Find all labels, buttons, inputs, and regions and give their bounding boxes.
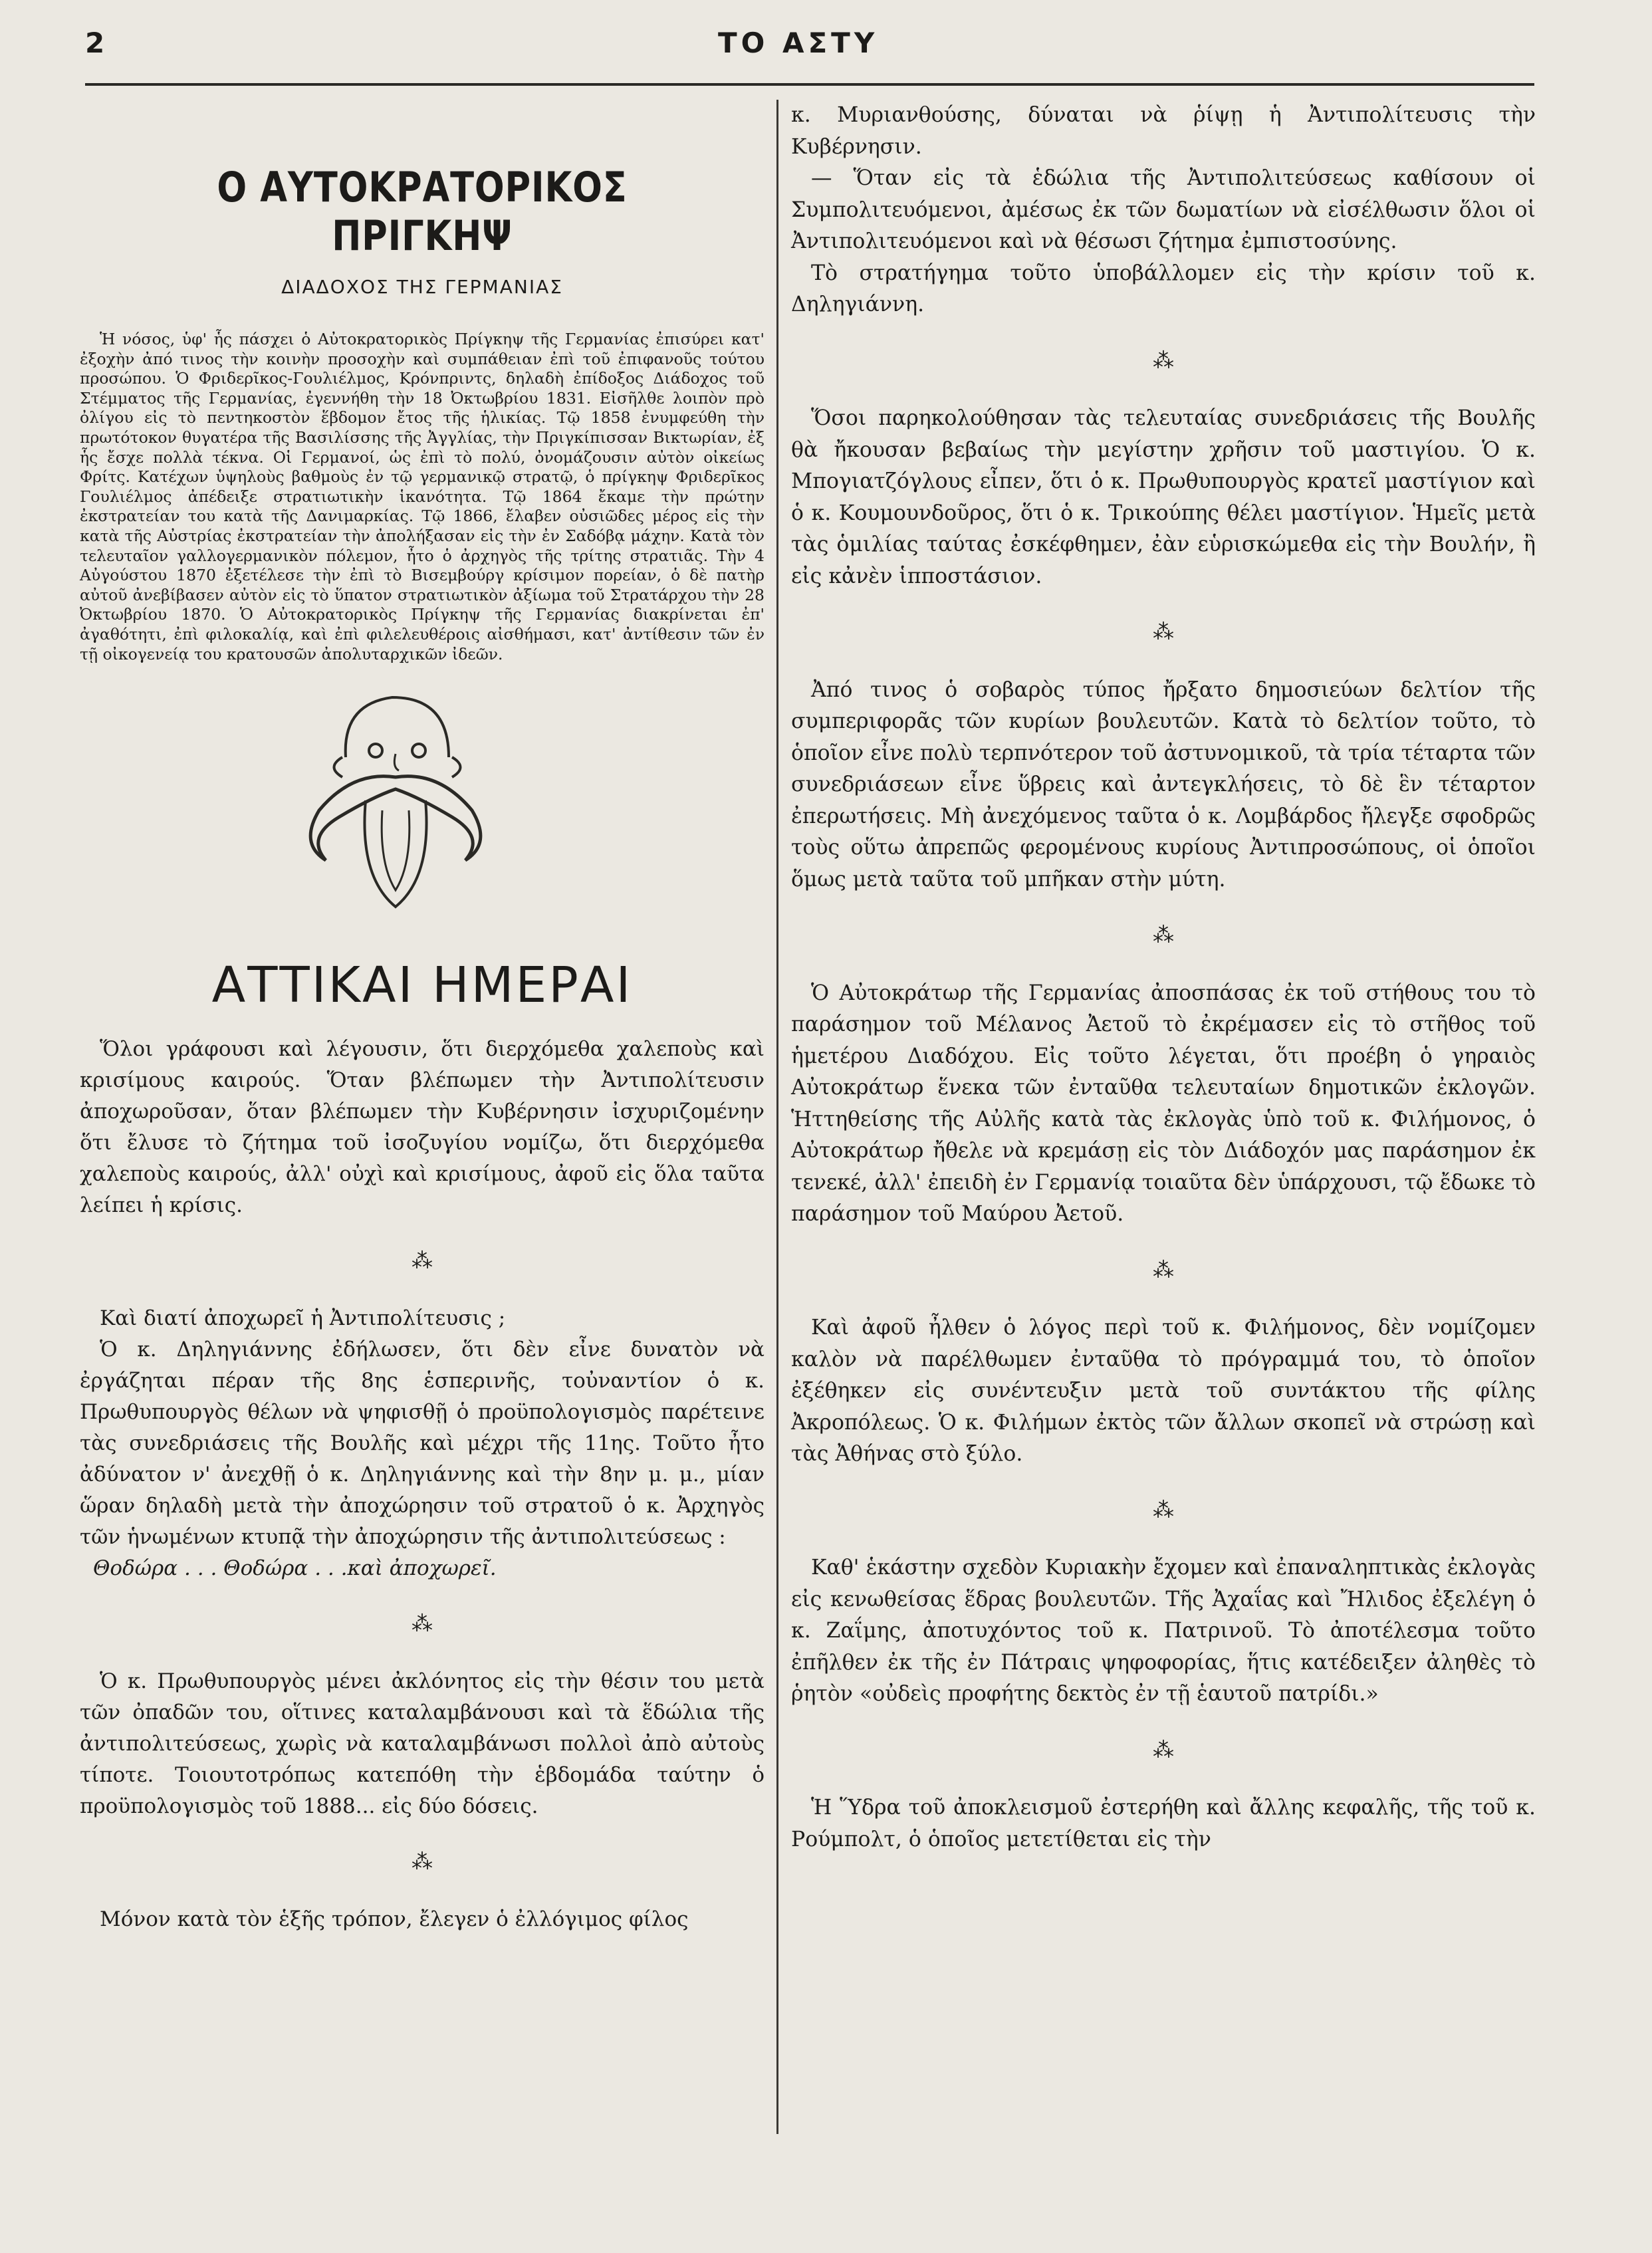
- article-text: Ἡ νόσος, ὑφ' ἧς πάσχει ὁ Αὐτοκρατορικὸς Πρίγκηψ τῆς Γερμανίας ἐπισύρει κατ' ἐξοχὴν ἀπό τινος τὴν κοινὴν προσοχὴν καὶ συμπάθειαν ἐπὶ τοῦ ἐπιφανοῦς τούτου προσώπου. Ὁ Φριδερῖκος-Γουλιέλμος, Κρόνπριντς, δηλαδὴ ἐπίδοξος Διάδοχος τοῦ Στέμματος τῆς Γερμανίας, ἐγεννήθη τὴν 18 Ὀκτωβρίου 1831. Εἰσῆλθε λοιπὸν πρὸ ὀλίγου εἰς τὸ πεντηκοστὸν ἕβδομον ἔτος τῆς ἡλικίας. Τῷ 1858 ἐνυμφεύθη τὴν πρωτότοκον θυγατέρα τῆς Βασιλίσσης τῆς Ἀγγλίας, τὴν Πριγκίπισσαν Βικτωρίαν, ἐξ ἧς ἔσχε πολλὰ τέκνα. Οἱ Γερμανοί, ὡς ἐπὶ τὸ πολύ, ὀνομάζουσιν αὐτὸν οἰκείως Φρίτς. Κατέχων ὑψηλοὺς βαθμοὺς ἐν τῷ γερμανικῷ στρατῷ, ὁ πρίγκηψ Φριδερῖκος Γουλιέλμος ἀπέδειξε στρατιωτικὴν ἱκανότητα. Τῷ 1864 ἔκαμε τὴν πρώτην ἐκστρατείαν του κατὰ τῆς Δανιμαρκίας. Τῷ 1866, ἔλαβεν οὐσιῶδες μέρος εἰς τὴν κατὰ τῆς Αὐστρίας ἐκστρατείαν τὴν ἀπολήξασαν εἰς τὴν ἐν Σαδόβᾳ μάχην. Κατὰ τὸν τελευταῖον γαλλογερμανικὸν πόλεμον, ἦτο ὁ ἀρχηγὸς τῆς τρίτης στρατιᾶς. Τὴν 4 Αὐγούστου 1870 ἐξετέλεσε τὴν ἐπὶ τὸ Βισεμβούργ κρίσιμον πορείαν, ὁ δὲ πατὴρ αὐτοῦ ἀνεβίβασεν αὐτὸν εἰς τὸ ὕπατον στρατιωτικὸν ἀξίωμα τοῦ Στρατάρχου τὴν 28 Ὀκτωβρίου 1870. Ὁ Αὐτοκρατορικὸς Πρίγκηψ τῆς Γερμανίας διακρίνεται ἐπ' ἀγαθότητι, ἐπὶ φιλοκαλίᾳ, καὶ ἐπὶ φιλελευθέροις αἰσθήμασι, κατ' ἀντίθεσιν τῶν ἐν τῇ οἰκογενείᾳ του κρατουσῶν ἀπολυταρχικῶν ἰδεῶν.: [80, 330, 765, 663]
- paragraph: Καθ' ἑκάστην σχεδὸν Κυριακὴν ἔχομεν καὶ ἐπαναληπτικὰς ἐκλογὰς εἰς κενωθείσας ἕδρας βουλευτῶν. Τῆς Ἀχαΐας καὶ Ἤλιδος ἐξελέγη ὁ κ. Ζαΐμης, ἀποτυχόντος τοῦ κ. Πατρινοῦ. Τὸ ἀποτέλεσμα τοῦτο ἐπῆλθεν ἐκ τῆς ἐν Πάτραις ψηφοφορίας, ἥτις κατέδειξεν ἀληθὲς τὸ ῥητὸν «οὐδεὶς προφήτης δεκτὸς ἐν τῇ ἑαυτοῦ πατρίδι.»: [791, 1556, 1536, 1706]
- caricature-face-icon: [259, 677, 538, 923]
- separator-star: ⁂: [412, 1248, 433, 1274]
- portrait-illustration: [80, 677, 765, 930]
- page-number: 2: [85, 27, 105, 59]
- paragraph: Καὶ ἀφοῦ ἦλθεν ὁ λόγος περὶ τοῦ κ. Φιλήμονος, δὲν νομίζομεν καλὸν νὰ παρέλθωμεν ἐνταῦθα τὸ πρόγραμμά του, τὸ ὁποῖον ἐξέθηκεν εἰς συνέντευξιν μετὰ τοῦ συντάκτου τῆς φίλης Ἀκροπόλεως. Ὁ κ. Φιλήμων ἐκτὸς τῶν ἄλλων σκοπεῖ νὰ στρώσῃ καὶ τὰς Ἀθήνας στὸ ξύλο.: [791, 1316, 1536, 1466]
- paragraph: Ὅσοι παρηκολούθησαν τὰς τελευταίας συνεδριάσεις τῆς Βουλῆς θὰ ἤκουσαν βεβαίως τὴν μεγίστην χρῆσιν τοῦ μαστιγίου. Ὁ κ. Μπογιατζόγλους εἶπεν, ὅτι ὁ κ. Πρωθυπουργὸς κρατεῖ μαστίγιον καὶ ὁ κ. Κουμουνδοῦρος, ὅτι ὁ κ. Τρικούπης θέλει μαστίγιον. Ἡμεῖς μετὰ τὰς ὁμιλίας ταύτας ἐσκέφθημεν, ἐὰν εὑρισκώμεθα εἰς τὴν Βουλήν, ἢ εἰς κἀνὲν ἱπποστάσιον.: [791, 406, 1536, 588]
- paragraph: Ὁ κ. Δηληγιάννης ἐδήλωσεν, ὅτι δὲν εἶνε δυνατὸν νὰ ἐργάζηται πέραν τῆς 8ης ἑσπερινῆς, τοὐναντίον ὁ κ. Πρωθυπουργὸς θέλων νὰ ψηφισθῇ ὁ προϋπολογισμὸς παρέτεινε τὰς συνεδριάσεις τῆς Βουλῆς καὶ μέχρι τῆς 11ης. Τοῦτο ἦτο ἀδύνατον ν' ἀνεχθῇ ὁ κ. Δηληγιάννης καὶ τὴν 8ην μ. μ., μίαν ὥραν δηλαδὴ μετὰ τὴν ἀποχώρησιν τοῦ στρατοῦ ὁ κ. Ἀρχηγὸς τῶν ἡνωμένων κτυπᾷ τὴν ἀποχώρησιν τῆς ἀντιπολιτεύσεως :: [80, 1338, 765, 1550]
- separator-star: ⁂: [412, 1611, 433, 1637]
- paragraph: Ὁ κ. Πρωθυπουργὸς μένει ἀκλόνητος εἰς τὴν θέσιν του μετὰ τῶν ὀπαδῶν του, οἵτινες καταλαμβάνουσι καὶ τὰ ἕδώλια τῆς ἀντιπολιτεύσεως, χωρὶς νὰ καταλαμβάνωσι πολλοὶ ἀπὸ αὐτοὺς τίποτε. Τοιουτοτρόπως κατεπόθη τὴν ἑβδομάδα ταύτην ὁ προϋπολογισμὸς τοῦ 1888... εἰς δύο δόσεις.: [80, 1669, 765, 1819]
- article-subtitle: ΔΙΑΔΟΧΟΣ ΤΗΣ ΓΕΡΜΑΝΙΑΣ: [281, 276, 563, 298]
- separator-star: ⁂: [1153, 619, 1174, 644]
- left-column: [80, 100, 765, 1935]
- separator-star: ⁂: [1153, 1256, 1174, 1282]
- header-rule: [85, 83, 1534, 86]
- right-body: [791, 100, 1536, 1855]
- page-header: [0, 0, 1652, 100]
- paragraph: Καὶ διατί ἀποχωρεῖ ἡ Ἀντιπολίτευσις ;: [100, 1306, 506, 1331]
- paragraph: Ἡ Ὕδρα τοῦ ἀποκλεισμοῦ ἐστερήθη καὶ ἄλλης κεφαλῆς, τῆς τοῦ κ. Ρούμπολτ, ὁ ὁποῖος μετετίθεται εἰς τὴν: [791, 1796, 1536, 1851]
- paragraph: — Ὅταν εἰς τὰ ἑδώλια τῆς Ἀντιπολιτεύσεως καθίσουν οἱ Συμπολιτευόμενοι, ἀμέσως ἐκ τῶν δωματίων νὰ εἰσέλθωσιν ὅλοι οἱ Ἀντιπολιτευόμενοι καὶ νὰ θέσωσι ζήτημα ἐμπιστοσύνης.: [791, 166, 1536, 253]
- paragraph: κ. Μυριανθούσης, δύναται νὰ ῥίψῃ ἡ Ἀντιπολίτευσις τὴν Κυβέρνησιν.: [791, 103, 1536, 159]
- separator-star: ⁂: [1153, 347, 1174, 373]
- separator-star: ⁂: [1153, 922, 1174, 947]
- masthead: ΤΟ ΑΣΤΥ: [718, 27, 879, 59]
- paragraph: Μόνον κατὰ τὸν ἑξῆς τρόπον, ἔλεγεν ὁ ἐλλόγιμος φίλος: [100, 1907, 689, 1932]
- section-title: ΑΤΤΙΚΑΙ ΗΜΕΡΑΙ: [211, 957, 633, 1014]
- right-column: [791, 100, 1536, 1855]
- paragraph: Τὸ στρατήγημα τοῦτο ὑποβάλλομεν εἰς τὴν κρίσιν τοῦ κ. Δηληγιάννη.: [791, 261, 1536, 316]
- paragraph: Ἀπό τινος ὁ σοβαρὸς τύπος ἤρξατο δημοσιεύων δελτίον τῆς συμπεριφορᾶς τῶν κυρίων βουλευτῶν. Κατὰ τὸ δελτίον τοῦτο, τὸ ὁποῖον εἶνε πολὺ τερπνότερον τοῦ ἀστυνομικοῦ, τὰ τρία τέταρτα τῶν συνεδριάσεων εἶνε ὕβρεις καὶ ἀντεγκλήσεις, τὸ δὲ ἓν τέταρτον ἐπερωτήσεις. Μὴ ἀνεχόμενος ταῦτα ὁ κ. Λομβάρδος ἤλεγξε σφοδρῶς τοὺς οὕτω ἀπρεπῶς φερομένους κυρίους Ἀντιπροσώπους, οἱ ὁποῖοι ὅμως μετὰ ταῦτα τοῦ μπῆκαν στὴν μύτη.: [791, 677, 1536, 891]
- paragraph: Ὅλοι γράφουσι καὶ λέγουσιν, ὅτι διερχόμεθα χαλεποὺς καὶ κρισίμους καιρούς. Ὅταν βλέπωμεν τὴν Ἀντιπολίτευσιν ἀποχωροῦσαν, ὅταν βλέπωμεν τὴν Κυβέρνησιν ἰσχυριζομένην ὅτι ἔλυσε τὸ ζήτημα τοῦ ἰσοζυγίου νομίζω, ὅτι διερχόμεθα χαλεποὺς καιρούς, ἀλλ' οὐχὶ καὶ κρισίμους, ἀφοῦ εἰς ὅλα ταῦτα λείπει ἡ κρίσις.: [80, 1037, 765, 1218]
- section-body: [80, 1034, 765, 1935]
- column-divider: [776, 100, 778, 2134]
- article-title: Ο ΑΥΤΟΚΡΑΤΟΡΙΚΟΣ ΠΡΙΓΚΗΨ: [217, 163, 628, 260]
- separator-star: ⁂: [412, 1849, 433, 1875]
- verse-line: Θοδώρα . . . Θοδώρα . . .καὶ ἀποχωρεῖ.: [93, 1556, 497, 1581]
- separator-star: ⁂: [1153, 1736, 1174, 1762]
- paragraph: Ὁ Αὐτοκράτωρ τῆς Γερμανίας ἀποσπάσας ἐκ τοῦ στήθους του τὸ παράσημον τοῦ Μέλανος Ἀετοῦ τὸ ἐκρέμασεν εἰς τὸ στῆθος τοῦ ἡμετέρου Διαδόχου. Εἰς τοῦτο λέγεται, ὅτι προέβη ὁ γηραιὸς Αὐτοκράτωρ ἕνεκα τῶν ἐνταῦθα τελευταίων δημοτικῶν ἐκλογῶν. Ἡττηθείσης τῆς Αὐλῆς κατὰ τὰς ἐκλογὰς ὑπὸ τοῦ κ. Φιλήμονος, ὁ Αὐτοκράτωρ ἤθελε νὰ κρεμάσῃ εἰς τὸν Διάδοχόν μας παράσημον ἐκ τενεκέ, ἀλλ' ἐπειδὴ ἐν Γερμανίᾳ τοιαῦτα δὲν ὑπάρχουσι, τῷ ἔδωκε τὸ παράσημον τοῦ Μαύρου Ἀετοῦ.: [791, 981, 1536, 1226]
- separator-star: ⁂: [1153, 1496, 1174, 1522]
